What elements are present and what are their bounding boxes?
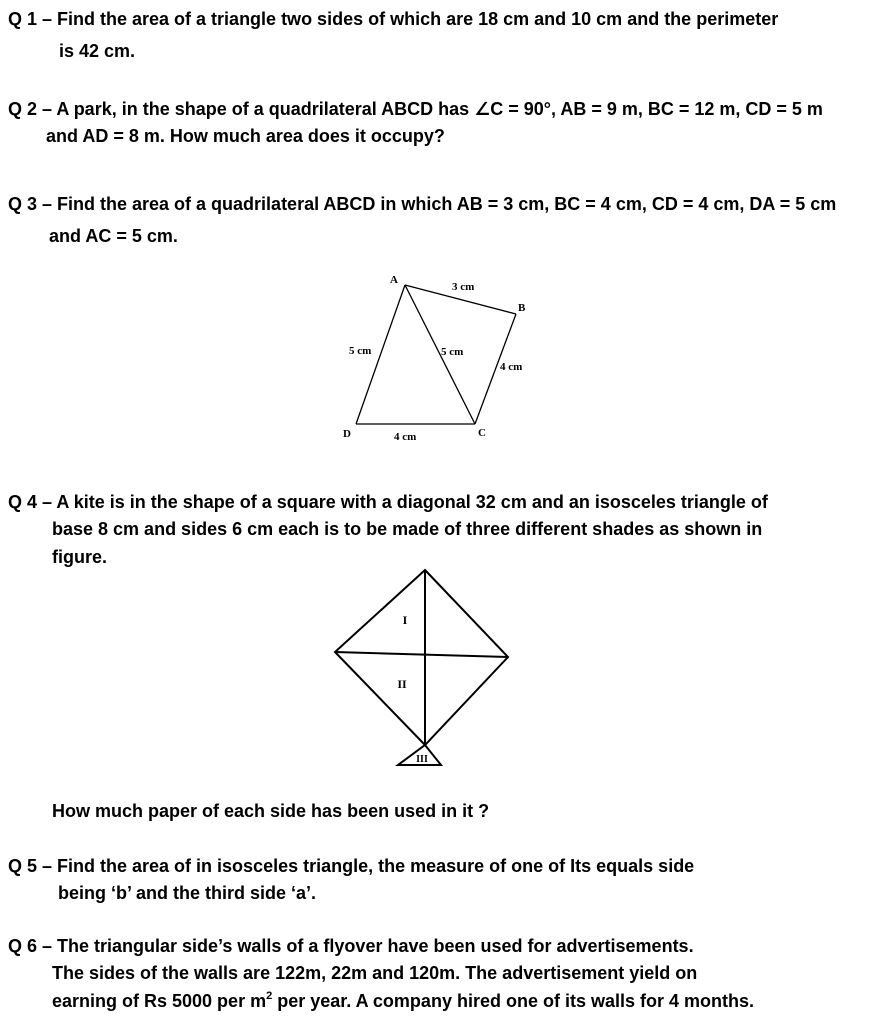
- q5-line-2: being ‘b’ and the third side ‘a’.: [58, 883, 317, 903]
- edge-label-ac: 5 cm: [441, 346, 464, 358]
- vertex-label-c: C: [478, 427, 486, 439]
- region-label-i: I: [402, 613, 408, 627]
- q4-line-3: figure.: [52, 547, 108, 567]
- q2-line-1: Q 2 – A park, in the shape of a quadrilateral ABCD has ∠C = 90°, AB = 9 m, BC = 12 m, CD = 5 m: [8, 99, 823, 119]
- q1-line-1: Q 1 – Find the area of a triangle two sides of which are 18 cm and 10 cm and the perimeter: [8, 9, 779, 29]
- q6-line-1: Q 6 – The triangular side’s walls of a flyover have been used for advertisements.: [8, 936, 694, 956]
- vertex-label-d: D: [343, 428, 351, 440]
- q6-line-3-text-before: earning of Rs 5000 per m: [52, 991, 267, 1011]
- q1-line-2: is 42 cm.: [59, 41, 136, 61]
- q5-line-1: Q 5 – Find the area of in isosceles triangle, the measure of one of Its equals side: [8, 856, 695, 876]
- q6-line-3-text-after: per year. A company hired one of its walls for 4 months.: [272, 991, 754, 1011]
- q3-line-1: Q 3 – Find the area of a quadrilateral ABCD in which AB = 3 cm, BC = 4 cm, CD = 4 cm, DA = 5 cm: [8, 194, 837, 214]
- kite-horizontal-diagonal: [335, 652, 508, 657]
- vertex-label-b: B: [518, 302, 526, 314]
- q4-line-2: base 8 cm and sides 6 cm each is to be made of three different shades as shown in: [52, 519, 763, 539]
- q6-superscript: 2: [266, 990, 273, 1002]
- q4-followup: How much paper of each side has been used in it ?: [52, 801, 490, 821]
- edge-label-bc: 4 cm: [500, 361, 523, 373]
- q4-line-1: Q 4 – A kite is in the shape of a square with a diagonal 32 cm and an isosceles triangle of: [8, 492, 768, 512]
- edge-label-ab: 3 cm: [452, 281, 475, 293]
- edge-label-ad: 5 cm: [349, 345, 372, 357]
- q2-line-2: and AD = 8 m. How much area does it occupy?: [46, 126, 445, 146]
- edge-label-dc: 4 cm: [394, 431, 417, 443]
- region-label-iii: III: [416, 754, 428, 765]
- region-label-ii: II: [397, 677, 407, 691]
- q6-line-2: The sides of the walls are 122m, 22m and 120m. The advertisement yield on: [52, 963, 698, 983]
- kite-square: [335, 570, 508, 745]
- q3-line-2: and AC = 5 cm.: [49, 226, 178, 246]
- q6-line-3: [52, 990, 754, 1012]
- vertex-label-a: A: [390, 274, 398, 286]
